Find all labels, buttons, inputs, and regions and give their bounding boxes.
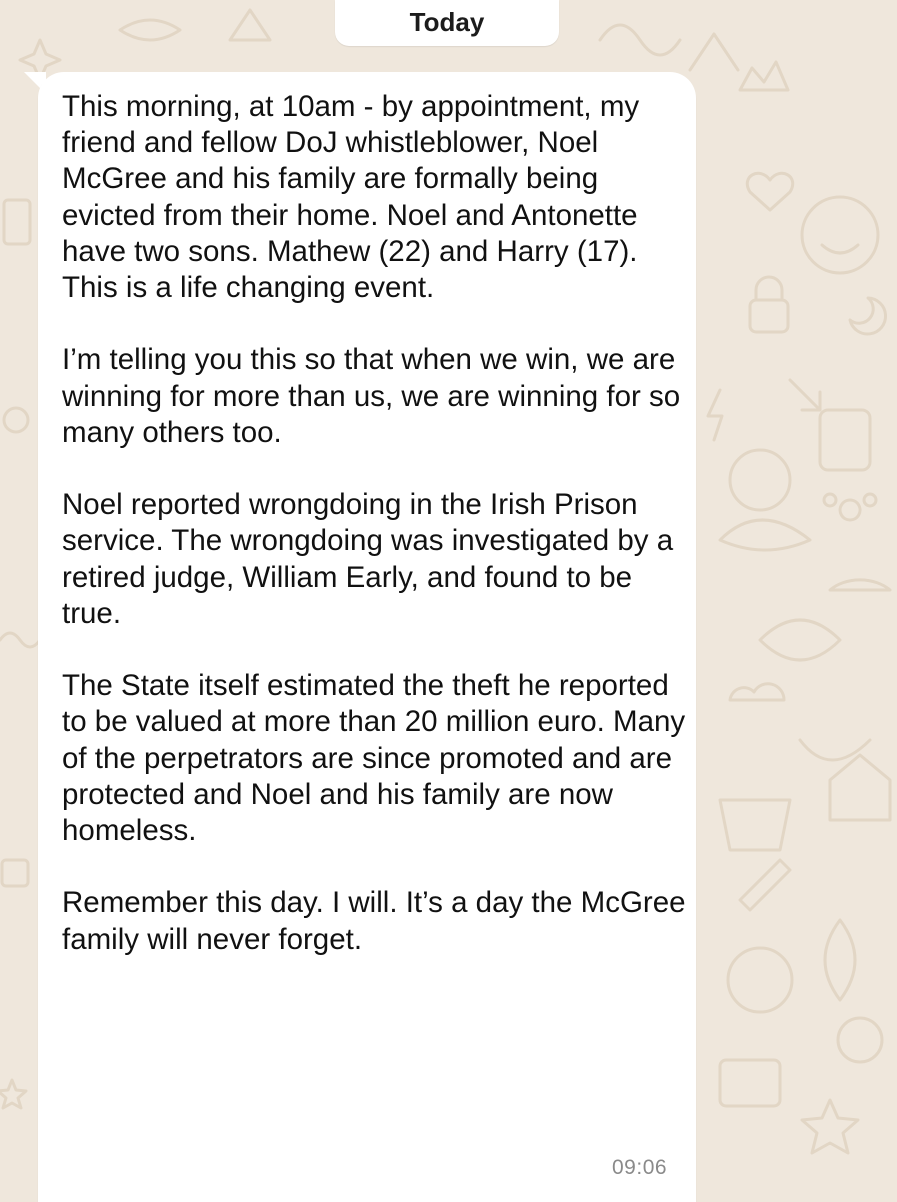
wallpaper-arrow-icon xyxy=(790,380,820,410)
wallpaper-smile-icon xyxy=(822,245,858,253)
wallpaper-ball-icon xyxy=(838,1018,882,1062)
wallpaper-box-icon xyxy=(2,860,28,886)
wallpaper-phone-icon xyxy=(4,200,30,244)
wallpaper-photo-icon xyxy=(720,1060,780,1106)
wallpaper-smiley-icon xyxy=(802,197,878,273)
message-text xyxy=(62,89,690,958)
wallpaper-crown-icon xyxy=(740,62,788,90)
wallpaper-cloud-icon xyxy=(730,684,784,700)
date-label: Today xyxy=(409,6,485,37)
message-paragraph: This morning, at 10am - by appointment, my friend and fellow DoJ whistleblower, Noel McGree and his family are formally being evicted from their home. Noel and Antonette have two sons. Mathew (22) and Harry (17). This is a life changing event. xyxy=(62,90,640,305)
wallpaper-swirl-icon xyxy=(600,25,680,55)
wallpaper-small-star-icon xyxy=(0,1080,26,1108)
message-paragraph: I’m telling you this so that when we win, we are winning for more than us, we are winning for so many others too. xyxy=(62,343,681,449)
wallpaper-house-icon xyxy=(830,755,890,820)
wallpaper-dot-icon xyxy=(4,408,28,432)
message-paragraph: Remember this day. I will. It’s a day the McGree family will never forget. xyxy=(62,886,686,956)
message-paragraph: The State itself estimated the theft he reported to be valued at more than 20 million euro. Many of the perpetrators are since promoted and are protected and Noel and his family are now homeless. xyxy=(62,669,686,848)
wallpaper-pencil-icon xyxy=(740,860,790,910)
wallpaper-star-icon xyxy=(802,1100,858,1153)
date-separator-chip xyxy=(335,0,559,46)
wallpaper-paw-icon xyxy=(840,500,860,520)
wallpaper-lock-icon xyxy=(750,300,788,332)
wallpaper-football-icon xyxy=(760,620,840,660)
wallpaper-leaf-icon xyxy=(120,20,180,40)
wallpaper-mountain-icon xyxy=(690,34,738,70)
wallpaper-calculator-icon xyxy=(820,410,870,470)
wallpaper-face-icon xyxy=(728,948,792,1012)
wallpaper-wave-icon xyxy=(0,633,40,647)
message-timestamp: 09:06 xyxy=(612,1156,668,1179)
message-paragraph: Noel reported wrongdoing in the Irish Prison service. The wrongdoing was investigated by a retired judge, William Early, and found to be true. xyxy=(62,488,674,630)
wallpaper-triangle-icon xyxy=(230,10,270,40)
wallpaper-heart-icon xyxy=(747,173,792,210)
wallpaper-bubble-icon xyxy=(730,450,790,510)
wallpaper-taco-icon xyxy=(830,580,890,590)
wallpaper-pot-icon xyxy=(720,800,790,850)
wallpaper-lightning-icon xyxy=(708,390,722,440)
wallpaper-moon-icon xyxy=(850,298,886,334)
wallpaper-hat-icon xyxy=(720,520,810,550)
wallpaper-avocado-icon xyxy=(825,920,855,1000)
